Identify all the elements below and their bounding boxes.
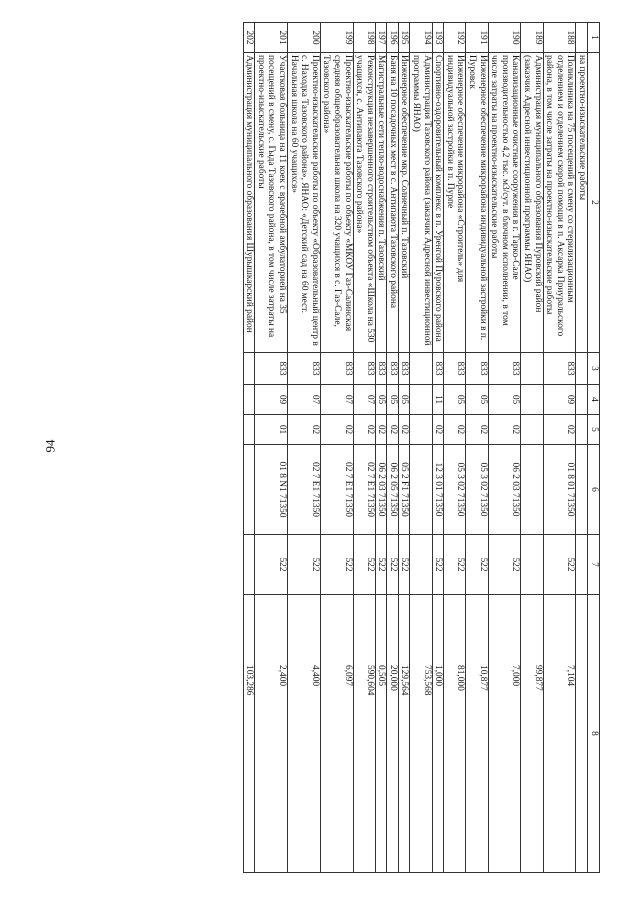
- row-number: 199: [320, 23, 353, 53]
- code-section: 07: [353, 385, 375, 415]
- row-number: 189: [521, 23, 543, 53]
- amount: 7,104: [543, 595, 576, 873]
- code-section: [521, 385, 543, 415]
- item-name: Спортивно-оздоровительный комплекс в п. Уренгой Пуровского района: [432, 53, 444, 353]
- row-number: 202: [243, 23, 255, 53]
- item-name: Поликлиника на 75 посещений в смену со стерилизационным отделением и отделением скорой помощи в п. Аксарка Приуральского района, в том числе затраты на проектно-изыскательские работы: [543, 53, 576, 353]
- code-subsection: 02: [287, 415, 320, 445]
- code-subsection: 02: [543, 415, 576, 445]
- code-target: 05 2 F1 71350: [398, 445, 410, 535]
- budget-table-page: [118, 22, 600, 872]
- table-row: [444, 23, 466, 873]
- code-expense: 522: [488, 535, 521, 595]
- amount: 590,604: [353, 595, 375, 873]
- amount: 99,877: [521, 595, 543, 873]
- table-row: [543, 23, 576, 873]
- code-subsection: 02: [398, 415, 410, 445]
- row-number: 201: [255, 23, 288, 53]
- item-name: Проектно-изыскательские работы по объекту «МКОУ Газ-Салинская средняя общеобразовательная школа на 320 учащихся в с. Газ-Сале, Тазовского района»: [320, 53, 353, 353]
- code-admin: 833: [375, 353, 387, 385]
- code-admin: [410, 353, 432, 385]
- table-row: [576, 23, 588, 873]
- item-name: Участковая больница на 11 коек с врачебной амбулаторией на 35 посещений в смену, с. Гыда Тазовского района, в том числе затраты на проектно-изыскательские работы: [255, 53, 288, 353]
- code-expense: [243, 535, 255, 595]
- code-target: [521, 445, 543, 535]
- code-admin: 833: [320, 353, 353, 385]
- code-section: 07: [287, 385, 320, 415]
- header-cell: 4: [588, 385, 600, 415]
- code-expense: 522: [287, 535, 320, 595]
- code-expense: 522: [444, 535, 466, 595]
- code-target: 01 8 N1 71350: [255, 445, 288, 535]
- code-subsection: 02: [488, 415, 521, 445]
- amount: 81,000: [444, 595, 466, 873]
- code-admin: 833: [444, 353, 466, 385]
- amount: 129,564: [398, 595, 410, 873]
- page-number: 94: [42, 439, 58, 453]
- table-row: [410, 23, 432, 873]
- item-name: Инженерное обеспечение микрорайона индивидуальной застройки в п. Пуровск: [466, 53, 488, 353]
- table-row: [398, 23, 410, 873]
- code-target: 01 8 01 71350: [543, 445, 576, 535]
- amount: 7,000: [488, 595, 521, 873]
- code-subsection: 02: [320, 415, 353, 445]
- item-name: Инженерное обеспечение мкр. Солнечный п. Тазовский: [398, 53, 410, 353]
- table-row: [432, 23, 444, 873]
- row-number: 190: [488, 23, 521, 53]
- code-section: [576, 385, 588, 415]
- table-row: [521, 23, 543, 873]
- header-row: [588, 23, 600, 873]
- code-section: 05: [466, 385, 488, 415]
- amount: 753,568: [410, 595, 432, 873]
- code-section: 05: [387, 385, 399, 415]
- table-row: [387, 23, 399, 873]
- code-admin: 833: [287, 353, 320, 385]
- code-expense: 522: [320, 535, 353, 595]
- code-admin: 833: [432, 353, 444, 385]
- code-subsection: 02: [387, 415, 399, 445]
- header-cell: 8: [588, 595, 600, 873]
- item-name: Магистральные сети тепло-водоснабжения п. Тазовский: [375, 53, 387, 353]
- code-subsection: [410, 415, 432, 445]
- code-section: 09: [543, 385, 576, 415]
- table-row: [466, 23, 488, 873]
- row-number: 200: [287, 23, 320, 53]
- table-row: [375, 23, 387, 873]
- header-cell: 3: [588, 353, 600, 385]
- table-row: [243, 23, 255, 873]
- code-section: 09: [255, 385, 288, 415]
- code-section: 07: [320, 385, 353, 415]
- code-admin: 833: [255, 353, 288, 385]
- amount: 10,877: [466, 595, 488, 873]
- code-expense: 522: [432, 535, 444, 595]
- code-section: 05: [375, 385, 387, 415]
- code-section: [243, 385, 255, 415]
- table-row: [255, 23, 288, 873]
- code-subsection: 02: [466, 415, 488, 445]
- row-number: 191: [466, 23, 488, 53]
- amount: 4,400: [287, 595, 320, 873]
- item-name: Администрация муниципального образования Шурышкарский район: [243, 53, 255, 353]
- code-target: 05 3 02 71350: [466, 445, 488, 535]
- row-number: 195: [398, 23, 410, 53]
- code-expense: 522: [255, 535, 288, 595]
- code-expense: 522: [387, 535, 399, 595]
- code-expense: [410, 535, 432, 595]
- code-section: 11: [432, 385, 444, 415]
- row-number: 197: [375, 23, 387, 53]
- code-expense: 522: [353, 535, 375, 595]
- header-cell: 7: [588, 535, 600, 595]
- code-subsection: 02: [353, 415, 375, 445]
- table-row: [488, 23, 521, 873]
- code-target: [410, 445, 432, 535]
- code-admin: [243, 353, 255, 385]
- header-cell: 6: [588, 445, 600, 535]
- amount: 103,286: [243, 595, 255, 873]
- header-cell: 5: [588, 415, 600, 445]
- table-row: [287, 23, 320, 873]
- item-name: Администрация муниципального образования Пуровский район (заказчик Адресной инвестиционной программы ЯНАО): [521, 53, 543, 353]
- amount: 1,000: [432, 595, 444, 873]
- code-admin: [521, 353, 543, 385]
- code-target: 05 3 02 71350: [444, 445, 466, 535]
- code-subsection: 01: [255, 415, 288, 445]
- code-expense: 522: [466, 535, 488, 595]
- code-subsection: 02: [375, 415, 387, 445]
- code-subsection: [521, 415, 543, 445]
- code-admin: 833: [353, 353, 375, 385]
- code-target: [576, 445, 588, 535]
- code-section: 05: [488, 385, 521, 415]
- code-expense: [576, 535, 588, 595]
- row-number: 194: [410, 23, 432, 53]
- item-name: Баня на 10 посадочных мест в с. Антипаюта Тазовского района: [387, 53, 399, 353]
- code-expense: [521, 535, 543, 595]
- header-cell: 1: [588, 23, 600, 53]
- code-target: 12 3 01 71350: [432, 445, 444, 535]
- amount: 20,000: [387, 595, 399, 873]
- code-subsection: [243, 415, 255, 445]
- code-admin: 833: [387, 353, 399, 385]
- code-target: 02 7 E1 71350: [320, 445, 353, 535]
- code-target: 06 2 03 71350: [488, 445, 521, 535]
- row-number: 188: [543, 23, 576, 53]
- code-admin: 833: [543, 353, 576, 385]
- code-target: 06 2 05 71350: [387, 445, 399, 535]
- row-number: [576, 23, 588, 53]
- table-row: [353, 23, 375, 873]
- code-section: [410, 385, 432, 415]
- code-admin: 833: [466, 353, 488, 385]
- code-section: 05: [398, 385, 410, 415]
- item-name: Проектно-изыскательские работы по объекту «Образовательный центр в с. Находка Тазовского района», ЯНАО: «Детский сад на 60 мест. Начальная школа на 60 учащихся»: [287, 53, 320, 353]
- item-name: на проектно-изыскательские работы: [576, 53, 588, 353]
- row-number: 198: [353, 23, 375, 53]
- code-target: 06 2 03 71350: [375, 445, 387, 535]
- code-admin: 833: [398, 353, 410, 385]
- amount: 0,505: [375, 595, 387, 873]
- amount: 6,097: [320, 595, 353, 873]
- code-expense: 522: [543, 535, 576, 595]
- row-number: 196: [387, 23, 399, 53]
- item-name: Инженерное обеспечение микрорайона «Строитель» для индивидуальной застройки в п. Пурпе: [444, 53, 466, 353]
- item-name: Канализационные очистные сооружения в г. Тарко-Сале производительностью 4,2 тыс. м3/сут. в блочном исполнении, в том числе затраты на проектно-изыскательские работы: [488, 53, 521, 353]
- code-subsection: 02: [444, 415, 466, 445]
- code-target: 02 7 E1 71350: [287, 445, 320, 535]
- code-admin: [576, 353, 588, 385]
- header-cell: 2: [588, 53, 600, 353]
- code-admin: 833: [488, 353, 521, 385]
- amount: 2,400: [255, 595, 288, 873]
- row-number: 193: [432, 23, 444, 53]
- amount: [576, 595, 588, 873]
- code-subsection: 02: [432, 415, 444, 445]
- table-row: [320, 23, 353, 873]
- code-expense: 522: [398, 535, 410, 595]
- code-target: [243, 445, 255, 535]
- code-target: 02 7 E1 71350: [353, 445, 375, 535]
- item-name: Администрация Тазовского района (заказчик Адресной инвестиционной программы ЯНАО): [410, 53, 432, 353]
- row-number: 192: [444, 23, 466, 53]
- code-subsection: [576, 415, 588, 445]
- code-section: 05: [444, 385, 466, 415]
- code-expense: 522: [375, 535, 387, 595]
- budget-table: [243, 22, 600, 873]
- item-name: Реконструкция незавершенного строительством объекта «Школа на 530 учащихся, с. Антипаюта Тазовского района»: [353, 53, 375, 353]
